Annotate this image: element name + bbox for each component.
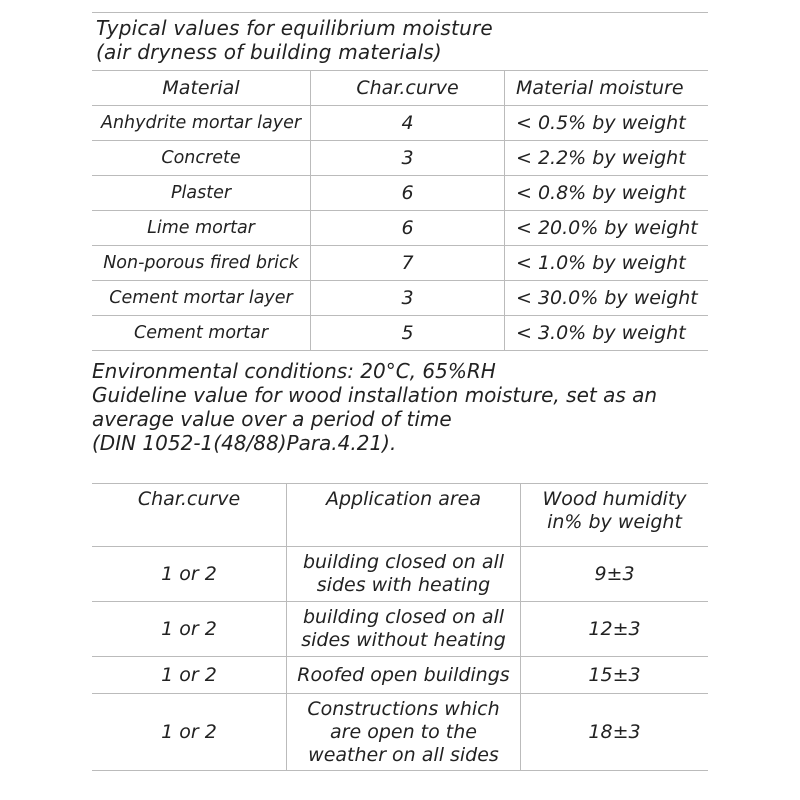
cell-application-area xyxy=(287,547,521,602)
cell-char-curve: 1 or 2 xyxy=(92,602,287,657)
cell-moisture: < 2.2% by weight xyxy=(505,141,709,176)
table-row xyxy=(92,176,708,211)
area-line: Roofed open buildings xyxy=(297,663,510,686)
area-line: building closed on all xyxy=(302,551,505,573)
cell-material: Cement mortar xyxy=(92,316,311,351)
cell-wood-humidity: 9±3 xyxy=(521,547,709,602)
table-row xyxy=(92,211,708,246)
cell-char-curve: 7 xyxy=(311,246,505,281)
area-line: are open to the xyxy=(330,720,477,743)
cell-char-curve: 3 xyxy=(311,141,505,176)
notes-line-3: average value over a period of time xyxy=(92,407,452,431)
cell-application-area xyxy=(287,694,521,771)
table-row xyxy=(92,602,708,657)
cell-material: Plaster xyxy=(92,176,311,211)
cell-moisture: < 1.0% by weight xyxy=(505,246,709,281)
area-line: sides without heating xyxy=(301,629,506,651)
cell-char-curve: 1 or 2 xyxy=(92,694,287,771)
cell-application-area xyxy=(287,657,521,694)
cell-char-curve: 1 or 2 xyxy=(92,547,287,602)
cell-char-curve: 6 xyxy=(311,176,505,211)
header-wood-humidity-line-1: Wood humidity xyxy=(542,488,687,510)
title-line-2: (air dryness of building materials) xyxy=(96,40,442,64)
notes-line-2: Guideline value for wood installation moisture, set as an xyxy=(92,383,658,407)
table-row xyxy=(92,281,708,316)
header-wood-humidity-line-2: in% by weight xyxy=(547,511,682,533)
table-row xyxy=(92,657,708,694)
cell-char-curve: 5 xyxy=(311,316,505,351)
cell-char-curve: 4 xyxy=(311,106,505,141)
cell-application-area xyxy=(287,602,521,657)
table-header-row xyxy=(92,484,708,547)
cell-material: Lime mortar xyxy=(92,211,311,246)
table1-title xyxy=(96,16,696,64)
header-char-curve: Char.curve xyxy=(92,484,287,547)
table-header-row xyxy=(92,71,708,106)
table-row xyxy=(92,547,708,602)
cell-moisture: < 20.0% by weight xyxy=(505,211,709,246)
title-line-1: Typical values for equilibrium moisture xyxy=(96,16,493,40)
top-divider xyxy=(92,12,708,13)
moisture-table xyxy=(92,71,708,351)
cell-material: Cement mortar layer xyxy=(92,281,311,316)
cell-wood-humidity: 18±3 xyxy=(521,694,709,771)
cell-material: Anhydrite mortar layer xyxy=(92,106,311,141)
table-row xyxy=(92,106,708,141)
area-line: sides with heating xyxy=(316,574,491,596)
cell-moisture: < 3.0% by weight xyxy=(505,316,709,351)
table-row xyxy=(92,316,708,351)
table-row xyxy=(92,246,708,281)
cell-moisture: < 0.8% by weight xyxy=(505,176,709,211)
cell-moisture: < 0.5% by weight xyxy=(505,106,709,141)
cell-char-curve: 6 xyxy=(311,211,505,246)
cell-material: Non-porous fired brick xyxy=(92,246,311,281)
cell-char-curve: 1 or 2 xyxy=(92,657,287,694)
area-line: weather on all sides xyxy=(308,743,499,766)
table-row xyxy=(92,694,708,771)
notes-line-1: Environmental conditions: 20°C, 65%RH xyxy=(92,359,496,383)
header-char-curve: Char.curve xyxy=(311,71,505,106)
area-line: building closed on all xyxy=(302,606,505,628)
wood-humidity-table xyxy=(92,483,708,771)
cell-material: Concrete xyxy=(92,141,311,176)
notes-line-4: (DIN 1052-1(48/88)Para.4.21). xyxy=(92,431,397,455)
header-material-moisture: Material moisture xyxy=(505,71,709,106)
cell-moisture: < 30.0% by weight xyxy=(505,281,709,316)
environment-notes xyxy=(92,359,712,455)
area-line: Constructions which xyxy=(307,697,500,720)
cell-wood-humidity: 15±3 xyxy=(521,657,709,694)
cell-char-curve: 3 xyxy=(311,281,505,316)
table-row xyxy=(92,141,708,176)
header-wood-humidity xyxy=(521,484,709,547)
cell-wood-humidity: 12±3 xyxy=(521,602,709,657)
header-application-area: Application area xyxy=(287,484,521,547)
header-material: Material xyxy=(92,71,311,106)
